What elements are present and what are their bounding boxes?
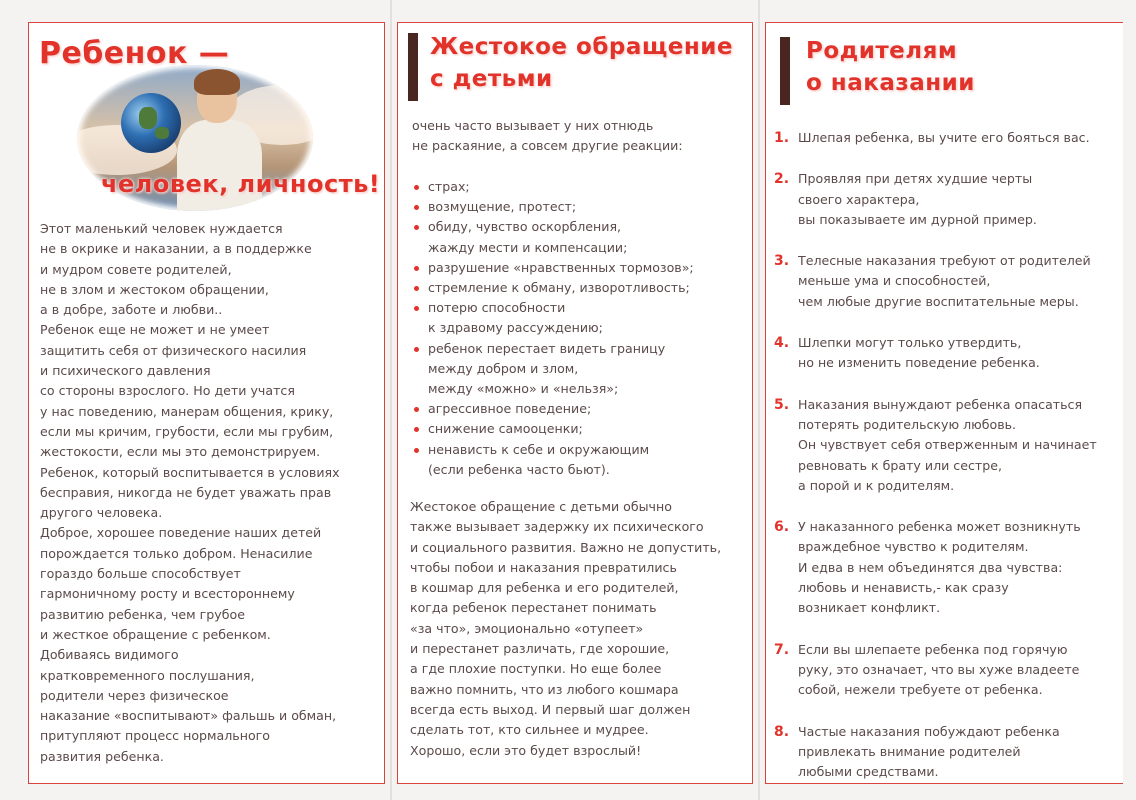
item-text: возмущение, протест; xyxy=(428,199,577,215)
intro-text: очень часто вызывает у них отнюдь не раскаяние, а совсем другие реакции: xyxy=(412,118,683,154)
item-text: Если вы шлепаете ребенка под горячую руку, это означает, что вы хуже владеете собой, нежели требуете от ребенка. xyxy=(798,641,1080,698)
bullet-icon xyxy=(414,286,419,291)
list-item xyxy=(412,419,747,439)
list-item xyxy=(774,128,1124,148)
bullet-icon xyxy=(414,205,419,210)
globe-icon xyxy=(121,93,181,153)
item-text: Проявляя при детях худшие черты своего характера, вы показываете им дурной пример. xyxy=(798,171,1037,227)
item-number: 4. xyxy=(774,335,790,352)
list-item xyxy=(412,197,747,217)
bullet-icon xyxy=(414,407,419,412)
title-bar xyxy=(780,37,790,105)
item-number: 8. xyxy=(774,723,790,740)
list-item xyxy=(412,217,747,257)
advice-list xyxy=(774,128,1124,782)
list-item xyxy=(412,177,747,197)
item-number: 2. xyxy=(774,171,790,188)
item-text: потерю способности к здравому рассуждению; xyxy=(428,300,603,336)
list-item xyxy=(412,440,747,480)
item-text: агрессивное поведение; xyxy=(428,401,592,417)
panel-title: Жестокое обращение с детьми xyxy=(430,34,734,92)
item-text: снижение самооценки; xyxy=(428,421,583,437)
bullet-icon xyxy=(414,448,419,453)
list-item xyxy=(774,640,1124,701)
panel-cruel-treatment xyxy=(397,22,753,784)
panel-parents-punishment xyxy=(765,22,1123,784)
panel-child-personality xyxy=(28,22,385,784)
title-bar xyxy=(408,33,418,101)
item-text: ребенок перестает видеть границу между добром и злом, между «можно» и «нельзя»; xyxy=(428,340,666,397)
body-text: Этот маленький человек нуждается не в окрике и наказании, а в поддержке и мудром совете родителей, не в злом и жестоком обращении, а в добре, заботе и любви.. Ребенок еще не может и не умеет защитить себя от физического насилия и психического давления со стороны взрослого. Но дети учатся у нас поведению, манерам общения, крику, если мы кричим, грубости, если мы грубим, жестокости, если мы это демонстрируем. Ребенок, который воспитывается в условиях бесправия, никогда не будет уважать прав другого человека. Доброе, хорошее поведение наших детей порождается только добром. Ненасилие гораздо больше способствует гармоничному росту и всестороннему развитию ребенка, чем грубое и жесткое обращение с ребенком. Добиваясь видимого кратковременного послушания, родители через физическое наказание «воспитывают» фальшь и обман, притупляют процесс нормального развития ребенка. xyxy=(40,221,340,764)
list-item xyxy=(774,251,1124,312)
panel-subtitle: человек, личность! xyxy=(101,170,381,198)
reactions-list xyxy=(412,177,747,480)
item-text: У наказанного ребенка может возникнуть враждебное чувство к родителям. И едва в нем объединятся два чувства: любовь и ненависть,- как сразу возникает конфликт. xyxy=(798,519,1081,616)
item-text: страх; xyxy=(428,179,470,194)
item-number: 3. xyxy=(774,253,790,270)
list-item xyxy=(774,395,1124,496)
item-text: разрушение «нравственных тормозов»; xyxy=(428,259,694,275)
list-item xyxy=(774,517,1124,618)
list-item xyxy=(412,258,747,278)
item-text: Шлепки могут только утвердить, но не изменить поведение ребенка. xyxy=(798,335,1040,371)
list-item xyxy=(774,722,1124,783)
bullet-icon xyxy=(414,185,419,190)
item-text: ненависть к себе и окружающим (если ребенка часто бьют). xyxy=(428,441,650,477)
item-text: Телесные наказания требуют от родителей меньше ума и способностей, чем любые другие воспитательные меры. xyxy=(798,253,1091,309)
list-item xyxy=(774,169,1124,230)
item-text: Шлепая ребенка, вы учите его бояться вас. xyxy=(798,130,1090,145)
bullet-icon xyxy=(414,225,419,230)
item-text: Наказания вынуждают ребенка опасаться потерять родительскую любовь. Он чувствует себя отверженным и начинает ревновать к брату или сестре, а порой и к родителям. xyxy=(798,396,1097,493)
item-text: стремление к обману, изворотливость; xyxy=(428,280,690,296)
bullet-icon xyxy=(414,427,419,432)
item-number: 6. xyxy=(774,519,790,536)
list-item xyxy=(412,339,747,400)
item-number: 1. xyxy=(774,130,790,146)
panel-title: Родителям о наказании xyxy=(806,38,975,96)
fold-line xyxy=(758,0,760,800)
item-text: Частые наказания побуждают ребенка привлекать внимание родителей любыми средствами. xyxy=(798,723,1060,780)
bullet-icon xyxy=(414,266,419,271)
list-item xyxy=(774,333,1124,374)
bullet-icon xyxy=(414,306,419,311)
fold-line xyxy=(390,0,392,800)
list-item xyxy=(412,278,747,298)
list-item xyxy=(412,399,747,419)
bullet-icon xyxy=(414,347,419,352)
list-item xyxy=(412,298,747,338)
panel-title: Ребенок — xyxy=(39,36,230,71)
item-number: 7. xyxy=(774,641,790,658)
item-number: 5. xyxy=(774,396,790,413)
outro-text: Жестокое обращение с детьми обычно также вызывает задержку их психического и социального развития. Важно не допустить, чтобы побои и наказания превратились в кошмар для ребенка и его родителей, когда ребенок перестанет понимать «за что», эмоционально «отупеет» и перестанет различать, где хорошие, а где плохие поступки. Но еще более важно помнить, что из любого кошмара всегда есть выход. И первый шаг должен сделать тот, кто сильнее и мудрее. Хорошо, если это будет взрослый! xyxy=(410,499,722,758)
item-text: обиду, чувство оскорбления, жажду мести и компенсации; xyxy=(428,219,628,255)
